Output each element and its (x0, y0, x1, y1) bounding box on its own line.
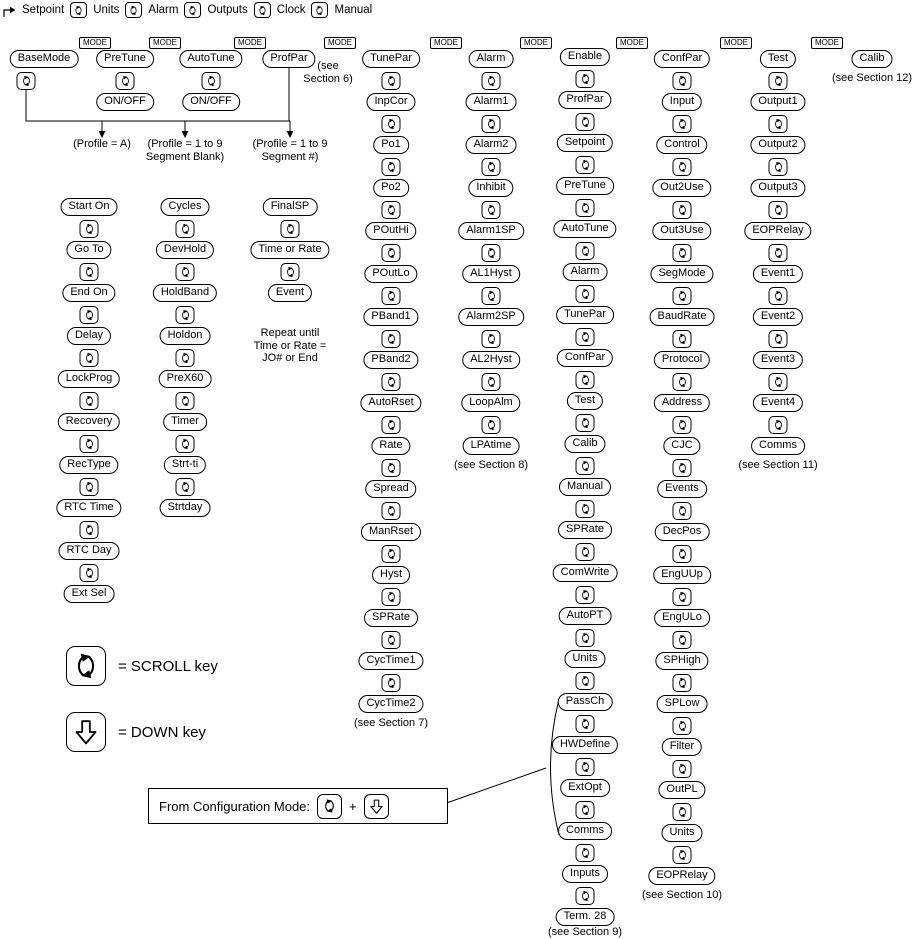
menu-item-event: Event (268, 284, 312, 302)
scroll-key-icon (576, 887, 595, 905)
profpar-section-note: (see Section 6) (303, 60, 353, 85)
scroll-key-icon (673, 244, 692, 262)
scroll-key-icon (576, 285, 595, 303)
menu-item-lockprog: LockProg (58, 370, 120, 388)
scroll-key-icon (382, 588, 401, 606)
mode-key-label: MODE (430, 37, 462, 49)
scroll-key-icon (482, 201, 501, 219)
menu-item-cyctime2: CycTime2 (358, 695, 423, 713)
section-note: (see Section 9) (548, 925, 622, 938)
menu-item-holdon: Holdon (160, 327, 211, 345)
scroll-key-icon (482, 373, 501, 391)
scroll-key-icon (254, 2, 271, 18)
scroll-key-icon (769, 201, 788, 219)
menu-item-prex60: PreX60 (159, 370, 212, 388)
scroll-key-icon (673, 717, 692, 735)
menu-item-eoprelay: EOPRelay (648, 867, 715, 885)
menu-item-alarm: Alarm (563, 263, 608, 281)
scroll-key-icon (80, 564, 99, 582)
header-item-manual: Manual (334, 4, 373, 16)
menu-item-alarm1: Alarm1 (466, 93, 517, 111)
section-note: (see Section 7) (354, 716, 428, 729)
mode-key-label: MODE (149, 37, 181, 49)
menu-item-autorset: AutoRset (360, 394, 421, 412)
menu-item-profpar: ProfPar (262, 50, 315, 68)
menu-item-pretune: PreTune (556, 177, 614, 195)
config-mode-text: From Configuration Mode: (159, 798, 311, 814)
top-level-menu (2, 2, 372, 18)
scroll-key-icon (673, 846, 692, 864)
menu-item-test: Test (760, 50, 796, 68)
menu-item-strt-ti: Strt-ti (164, 456, 206, 474)
scroll-key-icon (576, 371, 595, 389)
scroll-key-icon (482, 330, 501, 348)
scroll-key-icon (17, 72, 36, 90)
scroll-key-icon (382, 201, 401, 219)
menu-item-passch: PassCh (558, 693, 613, 711)
menu-item-output1: Output1 (750, 93, 805, 111)
scroll-key-icon (673, 674, 692, 692)
menu-item-al2hyst: AL2Hyst (462, 351, 520, 369)
menu-item-finalsp: FinalSP (263, 198, 318, 216)
menu-item-address: Address (654, 394, 710, 412)
menu-item-rtc-day: RTC Day (58, 542, 119, 560)
menu-item-start-on: Start On (61, 198, 118, 216)
menu-item-lpatime: LPAtime (463, 437, 520, 455)
branch-label: (Profile = A) (73, 138, 131, 150)
scroll-key-icon (176, 220, 195, 238)
entry-arrow-icon (2, 2, 16, 18)
scroll-key-icon (482, 158, 501, 176)
scroll-key-icon (176, 349, 195, 367)
menu-item-poutlo: POutLo (364, 265, 417, 283)
menu-item-recovery: Recovery (58, 413, 120, 431)
mode-key-label: MODE (811, 37, 843, 49)
menu-item-on-off: ON/OFF (96, 93, 154, 111)
menu-item-autopt: AutoPT (559, 607, 612, 625)
scroll-key-icon (673, 502, 692, 520)
scroll-key-icon (673, 803, 692, 821)
scroll-key-icon (673, 72, 692, 90)
menu-item-alarm: Alarm (469, 50, 514, 68)
menu-item-calib: Calib (851, 50, 892, 68)
menu-item-hyst: Hyst (372, 566, 410, 584)
menu-item-event1: Event1 (753, 265, 803, 283)
menu-item-delay: Delay (67, 327, 111, 345)
menu-item-comms: Comms (558, 822, 612, 840)
menu-item-enable: Enable (560, 48, 610, 66)
menu-item-out3use: Out3Use (652, 222, 711, 240)
menu-item-inpcor: InpCor (366, 93, 415, 111)
scroll-key-icon (482, 72, 501, 90)
menu-item-loopalm: LoopAlm (461, 394, 520, 412)
scroll-key-icon (80, 392, 99, 410)
menu-item-pband2: PBand2 (363, 351, 418, 369)
header-item-alarm: Alarm (148, 4, 179, 16)
menu-item-eoprelay: EOPRelay (744, 222, 811, 240)
scroll-key-icon (576, 715, 595, 733)
menu-item-pband1: PBand1 (363, 308, 418, 326)
scroll-key-icon (576, 199, 595, 217)
legend-down-label: = DOWN key (118, 723, 206, 741)
scroll-key-icon (769, 244, 788, 262)
header-item-units: Units (93, 4, 120, 16)
scroll-key-icon (176, 306, 195, 324)
menu-item-inputs: Inputs (562, 865, 608, 883)
menu-item-strtday: Strtday (160, 499, 211, 517)
scroll-key-icon (769, 416, 788, 434)
section-note: Repeat until Time or Rate = JO# or End (253, 327, 327, 364)
plus-sign: + (349, 798, 357, 814)
header-item-outputs: Outputs (207, 4, 248, 16)
menu-item-confpar: ConfPar (557, 349, 613, 367)
scroll-key-icon (769, 72, 788, 90)
mode-key-label: MODE (324, 37, 356, 49)
branch-label: (Profile = 1 to 9 Segment Blank) (145, 138, 225, 163)
header-item-clock: Clock (276, 4, 306, 16)
group-brace (551, 699, 560, 835)
menu-item-cjc: CJC (663, 437, 700, 455)
menu-item-enguup: EngUUp (653, 566, 711, 584)
scroll-key-icon (382, 631, 401, 649)
menu-item-event2: Event2 (753, 308, 803, 326)
menu-item-event3: Event3 (753, 351, 803, 369)
menu-item-manual: Manual (559, 478, 611, 496)
scroll-key-icon (80, 349, 99, 367)
scroll-key-icon (576, 500, 595, 518)
menu-item-on-off: ON/OFF (182, 93, 240, 111)
scroll-key-icon (80, 478, 99, 496)
scroll-key-icon (80, 521, 99, 539)
menu-item-inhibit: Inhibit (468, 179, 513, 197)
menu-item-go-to: Go To (66, 241, 111, 259)
menu-item-basemode: BaseMode (10, 50, 79, 68)
menu-item-time-or-rate: Time or Rate (250, 241, 329, 259)
scroll-key-icon (80, 220, 99, 238)
scroll-key-icon (576, 629, 595, 647)
legend-scroll-key (66, 646, 218, 686)
scroll-key-icon (673, 545, 692, 563)
scroll-key-icon (576, 543, 595, 561)
menu-item-input: Input (662, 93, 702, 111)
menu-item-comwrite: ComWrite (553, 564, 618, 582)
menu-item-hwdefine: HWDefine (552, 736, 618, 754)
section-note: (see Section 12) (831, 71, 913, 84)
menu-item-alarm1sp: Alarm1SP (458, 222, 524, 240)
menu-item-po1: Po1 (373, 136, 409, 154)
scroll-key-icon (576, 328, 595, 346)
menu-item-spread: Spread (365, 480, 416, 498)
scroll-key-icon (382, 72, 401, 90)
menu-item-calib: Calib (564, 435, 605, 453)
mode-key-label: MODE (720, 37, 752, 49)
mode-key-label: MODE (234, 37, 266, 49)
scroll-key-icon (382, 545, 401, 563)
config-mode-note (148, 788, 448, 824)
config-connector-line (438, 768, 546, 806)
scroll-key-icon (576, 844, 595, 862)
menu-item-sprate: SPRate (558, 521, 612, 539)
menu-item-autotune: AutoTune (179, 50, 242, 68)
header-item-setpoint: Setpoint (22, 4, 65, 16)
menu-item-holdband: HoldBand (153, 284, 217, 302)
menu-item-test: Test (567, 392, 603, 410)
scroll-key-icon (311, 2, 328, 18)
menu-item-term-28: Term. 28 (556, 908, 615, 926)
scroll-key-icon (116, 72, 135, 90)
scroll-key-icon (673, 760, 692, 778)
scroll-key-icon (673, 287, 692, 305)
scroll-key-icon (673, 201, 692, 219)
menu-item-out2use: Out2Use (652, 179, 711, 197)
menu-item-end-on: End On (62, 284, 115, 302)
menu-item-pouthi: POutHi (365, 222, 416, 240)
section-note: (see Section 11) (738, 458, 818, 471)
scroll-key-icon (673, 373, 692, 391)
scroll-key-icon (576, 758, 595, 776)
scroll-key-icon (673, 416, 692, 434)
scroll-key-icon (769, 115, 788, 133)
scroll-key-icon (382, 459, 401, 477)
mode-key-label: MODE (79, 37, 111, 49)
scroll-key-icon (281, 220, 300, 238)
menu-item-pretune: PreTune (96, 50, 154, 68)
scroll-key-icon (769, 330, 788, 348)
scroll-key-icon (576, 242, 595, 260)
scroll-key-icon (176, 478, 195, 496)
mode-key-label: MODE (520, 37, 552, 49)
menu-item-filter: Filter (662, 738, 702, 756)
down-key-icon (364, 794, 389, 819)
scroll-key-icon (80, 306, 99, 324)
menu-item-cycles: Cycles (160, 198, 209, 216)
scroll-key-icon (576, 414, 595, 432)
scroll-key-icon (80, 263, 99, 281)
branch-label: (Profile = 1 to 9 Segment #) (252, 138, 328, 163)
scroll-key-icon (70, 2, 87, 18)
scroll-key-icon (382, 674, 401, 692)
down-key-icon (66, 712, 106, 752)
scroll-key-icon (482, 416, 501, 434)
menu-item-outpl: OutPL (658, 781, 705, 799)
menu-item-units: Units (661, 824, 702, 842)
scroll-key-icon (382, 330, 401, 348)
menu-item-po2: Po2 (373, 179, 409, 197)
scroll-key-icon (576, 586, 595, 604)
menu-item-extopt: ExtOpt (560, 779, 610, 797)
menu-item-alarm2sp: Alarm2SP (458, 308, 524, 326)
menu-item-rate: Rate (371, 437, 410, 455)
branch-line (26, 87, 290, 121)
menu-item-control: Control (656, 136, 707, 154)
scroll-key-icon (281, 263, 300, 281)
menu-item-event4: Event4 (753, 394, 803, 412)
menu-item-ext-sel: Ext Sel (64, 585, 115, 603)
menu-item-devhold: DevHold (156, 241, 214, 259)
scroll-key-icon (184, 2, 201, 18)
menu-item-decpos: DecPos (655, 523, 710, 541)
menu-item-output3: Output3 (750, 179, 805, 197)
legend-scroll-label: = SCROLL key (118, 657, 218, 675)
menu-item-rtc-time: RTC Time (56, 499, 121, 517)
scroll-key-icon (80, 435, 99, 453)
menu-item-engulo: EngULo (654, 609, 710, 627)
menu-item-sprate: SPRate (364, 609, 418, 627)
scroll-key-icon (202, 72, 221, 90)
menu-item-profpar: ProfPar (558, 91, 611, 109)
scroll-key-icon (576, 457, 595, 475)
scroll-key-icon (66, 646, 106, 686)
menu-item-events: Events (657, 480, 707, 498)
scroll-key-icon (482, 287, 501, 305)
scroll-key-icon (176, 392, 195, 410)
scroll-key-icon (769, 287, 788, 305)
menu-item-manrset: ManRset (361, 523, 421, 541)
scroll-key-icon (382, 502, 401, 520)
scroll-key-icon (673, 631, 692, 649)
scroll-key-icon (382, 373, 401, 391)
scroll-key-icon (576, 156, 595, 174)
section-note: (see Section 10) (641, 888, 723, 901)
menu-item-output2: Output2 (750, 136, 805, 154)
scroll-key-icon (673, 459, 692, 477)
menu-item-tunepar: TunePar (556, 306, 614, 324)
mode-key-label: MODE (616, 37, 648, 49)
menu-item-segmode: SegMode (650, 265, 713, 283)
scroll-key-icon (673, 330, 692, 348)
section-note: (see Section 8) (454, 458, 528, 471)
scroll-key-icon (125, 2, 142, 18)
scroll-key-icon (673, 588, 692, 606)
arrowhead-profileBlank (182, 131, 189, 138)
menu-item-timer: Timer (163, 413, 207, 431)
scroll-key-icon (382, 115, 401, 133)
scroll-key-icon (382, 287, 401, 305)
menu-item-tunepar: TunePar (362, 50, 420, 68)
menu-item-rectype: RecType (59, 456, 118, 474)
menu-item-setpoint: Setpoint (557, 134, 613, 152)
scroll-key-icon (576, 672, 595, 690)
menu-item-confpar: ConfPar (654, 50, 710, 68)
menu-item-alarm2: Alarm2 (466, 136, 517, 154)
scroll-key-icon (576, 801, 595, 819)
scroll-key-icon (769, 373, 788, 391)
scroll-key-icon (576, 113, 595, 131)
scroll-key-icon (576, 70, 595, 88)
scroll-key-icon (673, 115, 692, 133)
scroll-key-icon (769, 158, 788, 176)
menu-item-protocol: Protocol (654, 351, 710, 369)
menu-item-baudrate: BaudRate (650, 308, 715, 326)
arrowhead-profileA (99, 131, 106, 138)
scroll-key-icon (673, 158, 692, 176)
scroll-key-icon (176, 435, 195, 453)
menu-item-autotune: AutoTune (553, 220, 616, 238)
scroll-key-icon (176, 263, 195, 281)
menu-item-sphigh: SPHigh (655, 652, 708, 670)
scroll-key-icon (482, 115, 501, 133)
menu-item-cyctime1: CycTime1 (358, 652, 423, 670)
arrowhead-profileNum (287, 131, 294, 138)
scroll-key-icon (382, 158, 401, 176)
scroll-key-icon (382, 244, 401, 262)
scroll-key-icon (317, 794, 342, 819)
menu-item-units: Units (564, 650, 605, 668)
legend-down-key (66, 712, 206, 752)
scroll-key-icon (382, 416, 401, 434)
menu-item-al1hyst: AL1Hyst (462, 265, 520, 283)
menu-item-comms: Comms (751, 437, 805, 455)
scroll-key-icon (482, 244, 501, 262)
menu-item-splow: SPLow (657, 695, 708, 713)
